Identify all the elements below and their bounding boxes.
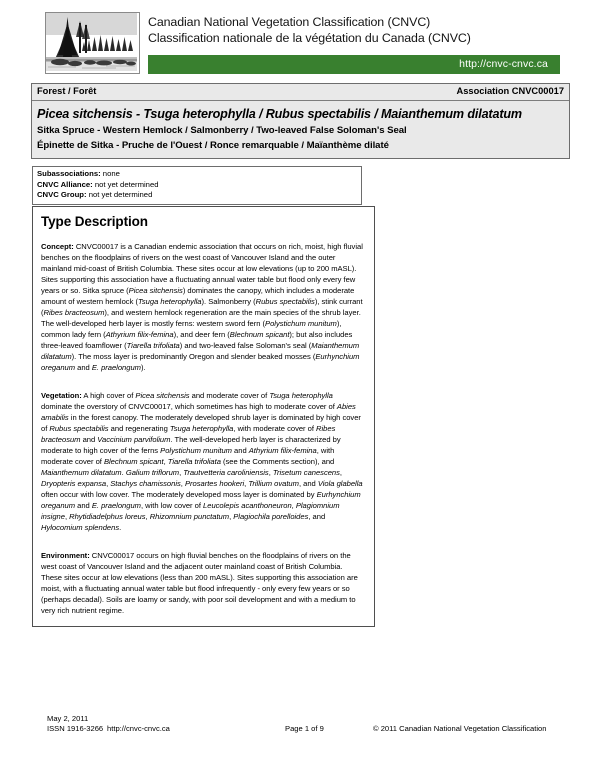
cnvc-group-value: not yet determined xyxy=(88,190,153,199)
cnvc-logo xyxy=(45,12,140,74)
association-id-label: Association CNVC00017 xyxy=(456,86,564,96)
cnvc-group-row xyxy=(37,190,357,201)
subassociations-value: none xyxy=(102,169,120,178)
environment-label: Environment: xyxy=(41,551,90,560)
type-description-heading: Type Description xyxy=(41,214,148,229)
scientific-name: Picea sitchensis - Tsuga heterophylla / Rubus spectabilis / Maianthemum dilatatum xyxy=(37,107,522,121)
website-url-bar xyxy=(148,55,560,74)
association-title-band xyxy=(31,83,570,159)
footer-url[interactable]: http://cnvc-cnvc.ca xyxy=(107,724,170,733)
common-name-french: Épinette de Sitka - Pruche de l'Ouest / Ronce remarquable / Maïanthème dilaté xyxy=(37,140,389,151)
subassociations-box xyxy=(32,166,362,205)
masthead xyxy=(45,12,560,74)
title-band-names xyxy=(32,101,569,158)
formation-class-label: Forest / Forêt xyxy=(37,86,97,96)
cnvc-group-key: CNVC Group: xyxy=(37,190,87,199)
org-title-english: Canadian National Vegetation Classification (CNVC) xyxy=(148,15,431,29)
title-band-top-row xyxy=(32,84,569,101)
type-description-box xyxy=(32,206,375,627)
subassociations-key: Subassociations: xyxy=(37,169,101,178)
footer-copyright: © 2011 Canadian National Vegetation Classification xyxy=(373,724,547,733)
footer-issn: ISSN 1916-3266 xyxy=(47,724,104,733)
footer-date: May 2, 2011 xyxy=(47,714,89,723)
org-title-french: Classification nationale de la végétation du Canada (CNVC) xyxy=(148,31,471,45)
environment-paragraph xyxy=(41,550,365,616)
organization-titles xyxy=(148,14,558,46)
concept-label: Concept: xyxy=(41,242,74,251)
footer-page-number: Page 1 of 9 xyxy=(285,724,324,733)
website-url-link[interactable]: http://cnvc-cnvc.ca xyxy=(459,58,548,70)
page-footer xyxy=(0,713,600,743)
forest-engraving-icon xyxy=(46,13,137,71)
vegetation-paragraph xyxy=(41,390,365,533)
cnvc-alliance-key: CNVC Alliance: xyxy=(37,179,93,189)
cnvc-alliance-row xyxy=(37,180,357,191)
environment-text: CNVC00017 occurs on high fluvial benches on the floodplains of rivers on the west coast of Vancouver Island and the adjacent outer mainland coast of British Columbia. These sites occur at low elevations (less than 200 mASL). Sites supporting this association are moist, with a fluctuating annual water table but flood infrequently - only every few years or so (perhaps decadal). Soils are loamy or sandy, with poor soil development and with a medium to very rich nutrient regime. xyxy=(41,551,358,615)
cnvc-alliance-value: not yet determined xyxy=(94,179,159,189)
concept-text: CNVC00017 is a Canadian endemic association that occurs on rich, moist, high fluvial benches on the floodplains of rivers on the west coast of Vancouver Island and the outer mainland mid-coast of British Columbia. These sites occur at low elevations (up to 200 mASL). Sites supporting this association have a fluctuating annual water table but flood only every few years or so. Sitka spruce (Picea sitchensis) dominates the canopy, which includes a moderate amount of western hemlock (Tsuga heterophylla). Salmonberry (Rubus spectabilis), stink currant (Ribes bracteosum), and western hemlock regeneration are the main species of the shrub layer. The well-developed herb layer is mostly ferns: western sword fern (Polystichum munitum), common lady fern (Athyrium filix-femina), and deer fern (Blechnum spicant); but also includes three-leaved foamflower (Tiarella trifoliata) and two-leaved false Soloman's seal (Maianthemum dilatatum). The moss layer is predominantly Oregon and slender beaked mosses (Eurhynchium oreganum and E. praelongum). xyxy=(41,242,363,372)
subassociations-row xyxy=(37,169,357,180)
vegetation-label: Vegetation: xyxy=(41,391,82,400)
common-name-english: Sitka Spruce - Western Hemlock / Salmonberry / Two-leaved False Soloman's Seal xyxy=(37,125,407,136)
concept-paragraph xyxy=(41,241,365,373)
vegetation-text: A high cover of Picea sitchensis and moderate cover of Tsuga heterophylla dominate the overstory of CNVC00017, which sometimes has high to moderate cover of Abies amabilis in the forest canopy. The moderately developed shrub layer is dominated by high cover of Rubus spectabilis and regenerating Tsuga heterophylla, with moderate cover of Ribes bracteosum and Vaccinium parvifolium. The well-developed herb layer is characterized by moderate to high cover of the ferns Polystichum munitum and Athyrium filix-femina, with moderate cover of Blechnum spicant, Tiarella trifoliata (see the Comments section), and Maianthemum dilatatum. Galium triflorum, Trautvetteria caroliniensis, Trisetum canescens, Dryopteris expansa, Stachys chamissonis, Prosartes hookeri, Trillium ovatum, and Viola glabella often occur with low cover. The moderately developed moss layer is dominated by Eurhynchium oreganum and E. praelongum, with low cover of Leucolepis acanthoneuron, Plagiomnium insigne, Rhytidiadelphus loreus, Rhizomnium punctatum, Plagiochila porelloides, and Hylocomium splendens. xyxy=(41,391,363,532)
